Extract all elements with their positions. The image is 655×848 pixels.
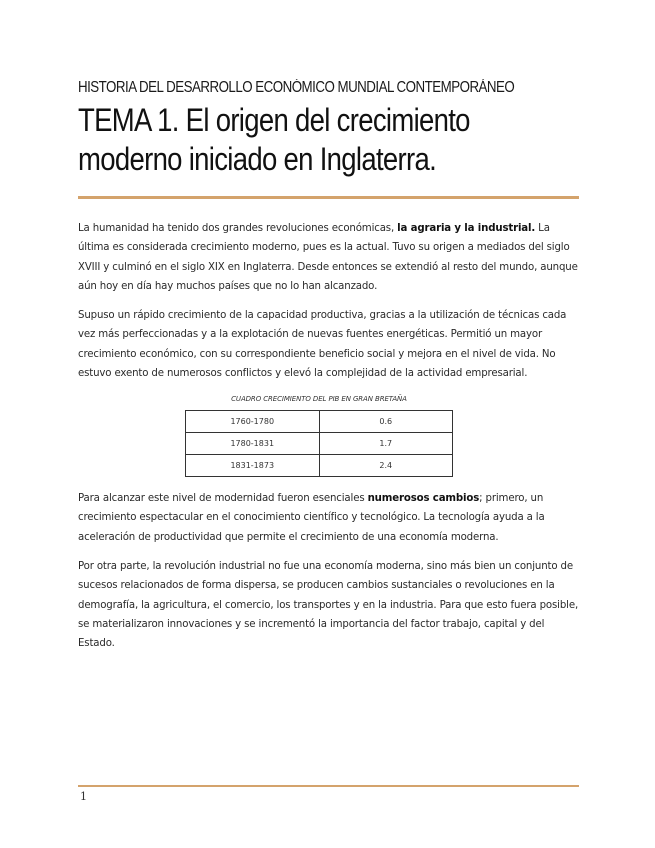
paragraph-3-text-start: Para alcanzar este nivel de modernidad fueron esenciales (78, 493, 368, 504)
gdp-growth-table (185, 410, 453, 477)
paragraph-3-text-end: ; primero, un crecimiento espectacular en el conocimiento científico y tecnológico. La tecnología ayuda a la aceleración de productividad que permite el crecimiento de una economía moderna. (78, 493, 545, 543)
header-divider (78, 196, 579, 199)
page-number: 1 (80, 790, 87, 803)
paragraph-1-bold: la agraria y la industrial. (397, 223, 536, 234)
table-cell-period: 1760-1780 (186, 411, 320, 433)
table-row (186, 455, 453, 477)
table-cell-value: 2.4 (319, 455, 453, 477)
paragraph-3 (78, 489, 580, 547)
paragraph-1-text-start: La humanidad ha tenido dos grandes revoluciones económicas, (78, 223, 398, 234)
table-row (186, 411, 453, 433)
paragraph-2: Supuso un rápido crecimiento de la capacidad productiva, gracias a la utilización de técnicas cada vez más perfeccionadas y a la explotación de nuevas fuentes energéticas. Permitió un mayor crecimiento económico, con su correspondiente beneficio social y mejora en el nivel de vida. No estuvo exento de numerosos conflictos y elevó la complejidad de la actividad empresarial. (78, 310, 567, 379)
table-cell-period: 1831-1873 (186, 455, 320, 477)
document-subtitle: HISTORIA DEL DESARROLLO ECONÓMICO MUNDIAL CONTEMPORÁNEO (78, 79, 515, 96)
table-cell-value: 1.7 (319, 433, 453, 455)
footer-divider (78, 785, 579, 787)
paragraph-1-text-end: La última es considerada crecimiento moderno, pues es la actual. Tuvo su origen a mediados del siglo XVIII y culminó en el siglo XIX en Inglaterra. Desde entonces se extendió al resto del mundo, aunque aún hoy en día hay muchos países que no lo han alcanzado. (78, 223, 578, 292)
table-caption: CUADRO CRECIMIENTO DEL PIB EN GRAN BRETAÑA (231, 395, 407, 403)
table-cell-value: 0.6 (319, 411, 453, 433)
page-title: TEMA 1. El origen del crecimiento moderno iniciado en Inglaterra. (78, 102, 470, 177)
paragraph-1 (78, 219, 580, 296)
table-row (186, 433, 453, 455)
paragraph-4: Por otra parte, la revolución industrial no fue una economía moderna, sino más bien un conjunto de sucesos relacionados de forma dispersa, se producen cambios sustanciales o revoluciones en la demografía, la agricultura, el comercio, los transportes y en la industria. Para que esto fuera posible, se materializaron innovaciones y se incrementó la importancia del factor trabajo, capital y del Estado. (78, 561, 579, 650)
table-cell-period: 1780-1831 (186, 433, 320, 455)
paragraph-3-bold: numerosos cambios (367, 493, 480, 504)
